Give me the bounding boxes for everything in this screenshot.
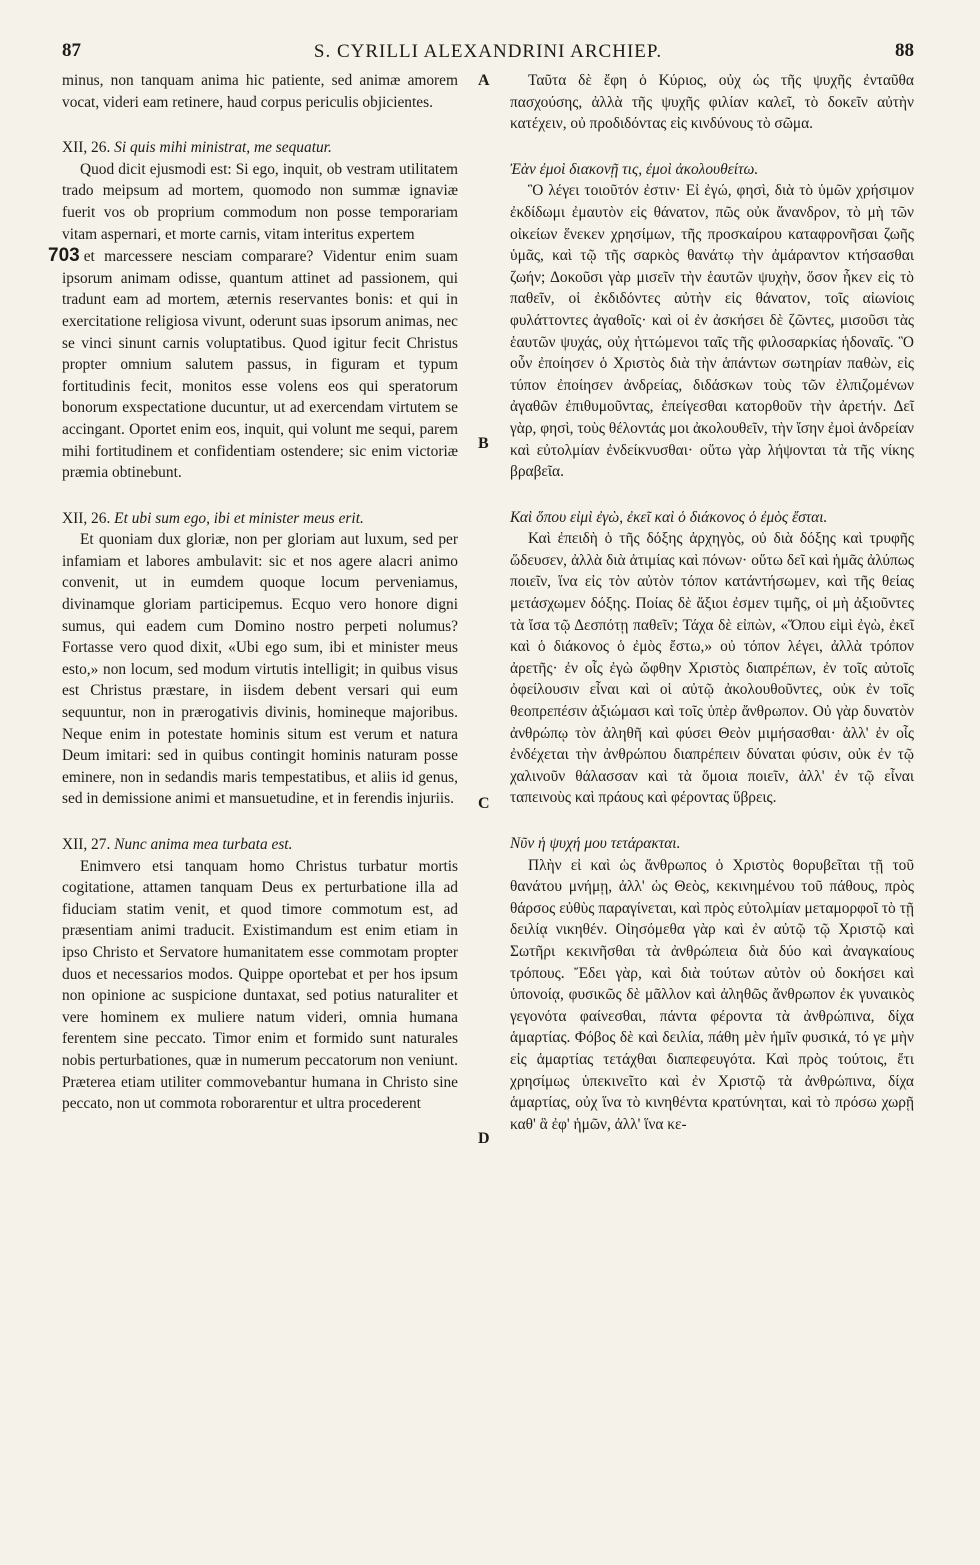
latin-paragraph-part: Quod dicit ejusmodi est: Si ego, inquit, ob vestram utilitatem trado meipsum ad mortem, quomodo non summæ ignaviæ fuerit vos ob proprium commodum non posse temporariam vitam aspernari, et morte carnis, vitam interitus expertem	[62, 160, 458, 243]
greek-paragraph: Πλὴν εἰ καὶ ὡς ἄνθρωπος ὁ Χριστὸς θορυβεῖται τῇ τοῦ θανάτου μνήμῃ, ἀλλ' ὡς Θεὸς, κεκινημένου τοῦ πάθους, πρὸς θάρσος εὐθὺς παραγίνεται, καὶ πρὸς εὐτολμίαν μεταμορφοῖ τὸ τῇ δειλίᾳ νικηθέν. Οἰησόμεθα γὰρ καὶ ἐν αὐτῷ τῷ Χριστῷ καὶ Σωτῆρι κεκινῆσθαι τὰ ἀνθρώπεια διὰ δύο καὶ ἀναγκαίους τρόπους. Ἔδει γὰρ, καὶ διὰ τούτων αὐτὸν οὐ δοκήσει καὶ ὑπονοίᾳ, φυσικῶς δὲ μᾶλλον καὶ ἀληθῶς ἄνθρωπον ἐκ γυναικὸς γεγονότα φαίνεσθαι, πάντα φέροντα τὰ ἀνθρώπινα, δίχα ἁμαρτίας. Φόβος δὲ καὶ δειλία, πάθη μὲν ἡμῖν φυσικά, τό γε μὴν εἰς ἁμαρτίας τετάχθαι διαπεφευγότα. Καὶ πρὸς τούτοις, ἔτι χρησίμως ὑπεκινεῖτο καὶ ἐν Χριστῷ τὰ ἀνθρώπινα, δίχα ἁμαρτίας, οὐχ ἵνα τὸ κινηθέντα κρατύνηται, καὶ τὸ πρόσω χωρῇ καθ' ἃ ἐφ' ἡμῶν, ἀλλ' ἵνα κε-	[510, 856, 914, 1133]
latin-lemma	[62, 834, 458, 856]
greek-lemma: Καὶ ὅπου εἰμὶ ἐγὼ, ἐκεῖ καὶ ὁ διάκονος ὁ ἐμὸς ἔσται.	[510, 508, 828, 526]
page-number-right: 88	[895, 40, 914, 61]
lemma-reference: XII, 26.	[62, 139, 111, 157]
greek-paragraph: Ὃ λέγει τοιοῦτόν ἐστιν· Εἰ ἐγώ, φησὶ, διὰ τὸ ὑμῶν χρήσιμον ἐκδίδωμι ἐμαυτὸν εἰς θάνατον, πῶς οὐκ ἄνανδρον, τὸ μὴ τῶν οἰκείων ἕνεκεν χρησίμων, τῆς προσκαίρου καταφρονῆσαι ζωῆς ὑμᾶς, καὶ τῷ τῆς σαρκὸς θανάτῳ τὴν ἀμάραντον κτήσασθαι ζωήν; Δοκοῦσι γὰρ μισεῖν τὴν ἑαυτῶν ψυχὴν, ὅσον ἧκεν εἰς τὸ παθεῖν, οἱ ἐκδιδόντες αὐτὴν εἰς θάνατον, τοῖς αἰωνίοις φυλάττοντες ἀγαθοῖς· καὶ οἱ ἐν ἀσκήσει δὲ ζῶντες, μισοῦσι τὰς ἑαυτῶν ψυχάς, οὐχ ἡττώμενοι ταῖς τῆς φιλοσαρκίας ἡδοναῖς. Ὃ οὖν ἐποίησεν ὁ Χριστὸς διὰ τὴν ἁπάντων σωτηρίαν παθὼν, εἰς τύπον ἐποίησεν ἀνδρείας, διδάσκων τοὺς τῶν ἐλπιζομένων ἀγαθῶν ἐπιθυμοῦντας, ἐπείγεσθαι κατορθοῦν τὴν ἀρετήν. Δεῖ γὰρ, φησὶ, τοὺς θέλοντάς μοι ἀκολουθεῖν, τὴν ἴσην ἐμοὶ ἀνδρείαν καὶ εὐτολμίαν ἐνδείκνυσθαι· οὕτω γὰρ λήψονται τὰ τῆς νίκης βραβεῖα.	[510, 182, 914, 481]
page-header	[62, 40, 914, 68]
latin-lemma	[62, 508, 458, 530]
margin-letter-c: C	[478, 795, 490, 812]
greek-lemma: Ἐὰν ἐμοὶ διακονῇ τις, ἐμοὶ ἀκολουθείτω.	[510, 160, 759, 178]
greek-column	[510, 70, 914, 1135]
margin-letter-d: D	[478, 1130, 490, 1147]
greek-lemma: Νῦν ἡ ψυχή μου τετάρακται.	[510, 835, 681, 852]
lemma-reference: XII, 26.	[62, 509, 111, 527]
lemma-text: Nunc anima mea turbata est.	[114, 836, 293, 853]
lemma-reference: XII, 27.	[62, 836, 111, 853]
lemma-text: Et ubi sum ego, ibi et minister meus erit.	[114, 509, 364, 527]
margin-letter-a: A	[478, 72, 490, 89]
lemma-text: Si quis mihi ministrat, me sequatur.	[114, 139, 332, 157]
latin-column	[48, 70, 458, 1115]
latin-paragraph: Enimvero etsi tanquam homo Christus turbatur mortis cogitatione, attamen tanquam Deus ex perturbatione illa ad fiduciam statim venit, et quod timore commotum est, ad præsentiam animi traducit. Existimandum est enim etiam in ipso Christo et Servatore humanitatem esse commotam propter duos et necessarios modos. Quippe oportebat et per hos ipsum non opinione ac suspicione duntaxat, sed potius naturaliter et vere hominem ex muliere natum videri, omnia humana ferentem sine peccato. Timor enim et formido sunt naturales nobis perturbationes, quæ in numerum peccatorum non veniunt. Præterea etiam utiliter commovebantur humana in Christo sine peccato, non ut commota roborarentur et ultra procederent	[62, 857, 458, 1113]
latin-paragraph-part: et marcessere nesciam comparare? Videntur enim suam ipsorum animam odisse, quantum attinet ad passionem, qui tradunt eam ad mortem, æternis reservantes bonis: et qui in exercitatione religiosa vivunt, oderunt suas ipsorum animas, nec se vinci sinunt carnis voluptatibus. Quod igitur fecit Christus propter omnium salutem passus, in figuram et typum fortitudinis fecit, monitos esse volens eos qui speratorum bonorum exspectatione ducuntur, ut ad exercendam virtutem se accingant. Oportet enim eos, inquit, qui volunt me sequi, parem mihi fortitudinem et confidentiam ostendere; sic enim victoriæ præmia obtinebunt.	[62, 248, 458, 482]
column-number: 703	[48, 245, 80, 267]
greek-paragraph: Ταῦτα δὲ ἔφη ὁ Κύριος, οὐχ ὡς τῆς ψυχῆς ἐνταῦθα πασχούσης, ἀλλὰ τῆς ψυχῆς φιλίαν καλεῖ, τὸ δοκεῖν αὐτὴν κατέχειν, οὐ προδιδόντας εἰς κινδύνους τὸ σῶμα.	[510, 72, 914, 133]
page-number-left: 87	[62, 40, 81, 61]
latin-paragraph	[48, 159, 458, 484]
latin-paragraph: minus, non tanquam anima hic patiente, sed animæ amorem vocat, videri eam retinere, haud corpus periculis objicientes.	[62, 72, 458, 111]
latin-lemma	[62, 137, 458, 159]
latin-paragraph: Et quoniam dux gloriæ, non per gloriam aut luxum, sed per infamiam et labores ambulavit: sic et nos agere alacri animo convenit, ut in eumdem quoque locum perveniamus, divinamque gloriam participemus. Ecquo vero honore digni sumus, qui eadem cum Domino nostro perpeti nolumus? Fortasse vero quod dixit, «Ubi ego sum, ibi et minister meus esto,» non locum, sed modum virtutis intelligit; in quibus visus est Christus præstare, in iisdem debent versari qui eum sequuntur, non in prærogativis divinis, homineque majoribus. Neque enim in potestate hominis situm est verum et natura Deum imitari: sed in quibus contingit hominis naturam posse eminere, non in sedandis maris tempestatibus, et aliis id genus, sed in demissione animi et mansuetudine, et in ferendis injuriis.	[62, 531, 458, 808]
margin-letter-b: B	[478, 435, 489, 452]
running-title: S. CYRILLI ALEXANDRINI ARCHIEP.	[313, 41, 663, 62]
greek-paragraph: Καὶ ἐπειδὴ ὁ τῆς δόξης ἀρχηγὸς, οὐ διὰ δόξης καὶ τρυφῆς ὥδευσεν, ἀλλὰ διὰ ἀτιμίας καὶ πόνων· οὕτω δεῖ καὶ ἡμᾶς ἀλύπως ποιεῖν, ἵνα εἰς τὸν αὐτὸν τόπον κατάντήσωμεν, καὶ τῆς θείας μετάσχωμεν δόξης. Ποίας δὲ ἄξιοι ἐσμεν τιμῆς, οἱ μὴ ἀξιοῦντες τὰ ἴσα τῷ Δεσπότῃ παθεῖν; Τάχα δὲ εἰπὼν, «Ὅπου εἰμὶ ἐγὼ, ἐκεῖ καὶ ὁ διάκονος ὁ ἐμὸς ἔστω,» οὐ τόπον λέγει, ἀλλὰ τρόπον ἀρετῆς· ἐν οἷς ἐγὼ ὤφθην Χριστὸς διαπρέπων, ἐν τοῖς αὐτοῖς ὀφείλουσιν εἶναι καὶ οἱ αὐτῷ ἀκολουθοῦντες, οὐκ ἐν τοῖς θεοπρεπέσιν ἀξιώμασι καὶ τοῖς ὑπὲρ ἄνθρωπον. Οὐ γὰρ δυνατὸν ἀνθρώπῳ τὸν ἀληθῆ καὶ φύσει Θεὸν μιμήσασθαι· ἀλλ' ἐν οἷς ἐνδέχεται τὴν ἀνθρώπου διαπρέπειν δύναται φύσιν, οὐκ ἐν τῷ χαλινοῦν θάλασσαν καὶ τὰ ὅμοια ποιεῖν, ἀλλ' ἐν τῷ εἶναι ταπεινοὺς καὶ πράους καὶ φέροντας ὕβρεις.	[510, 530, 914, 807]
